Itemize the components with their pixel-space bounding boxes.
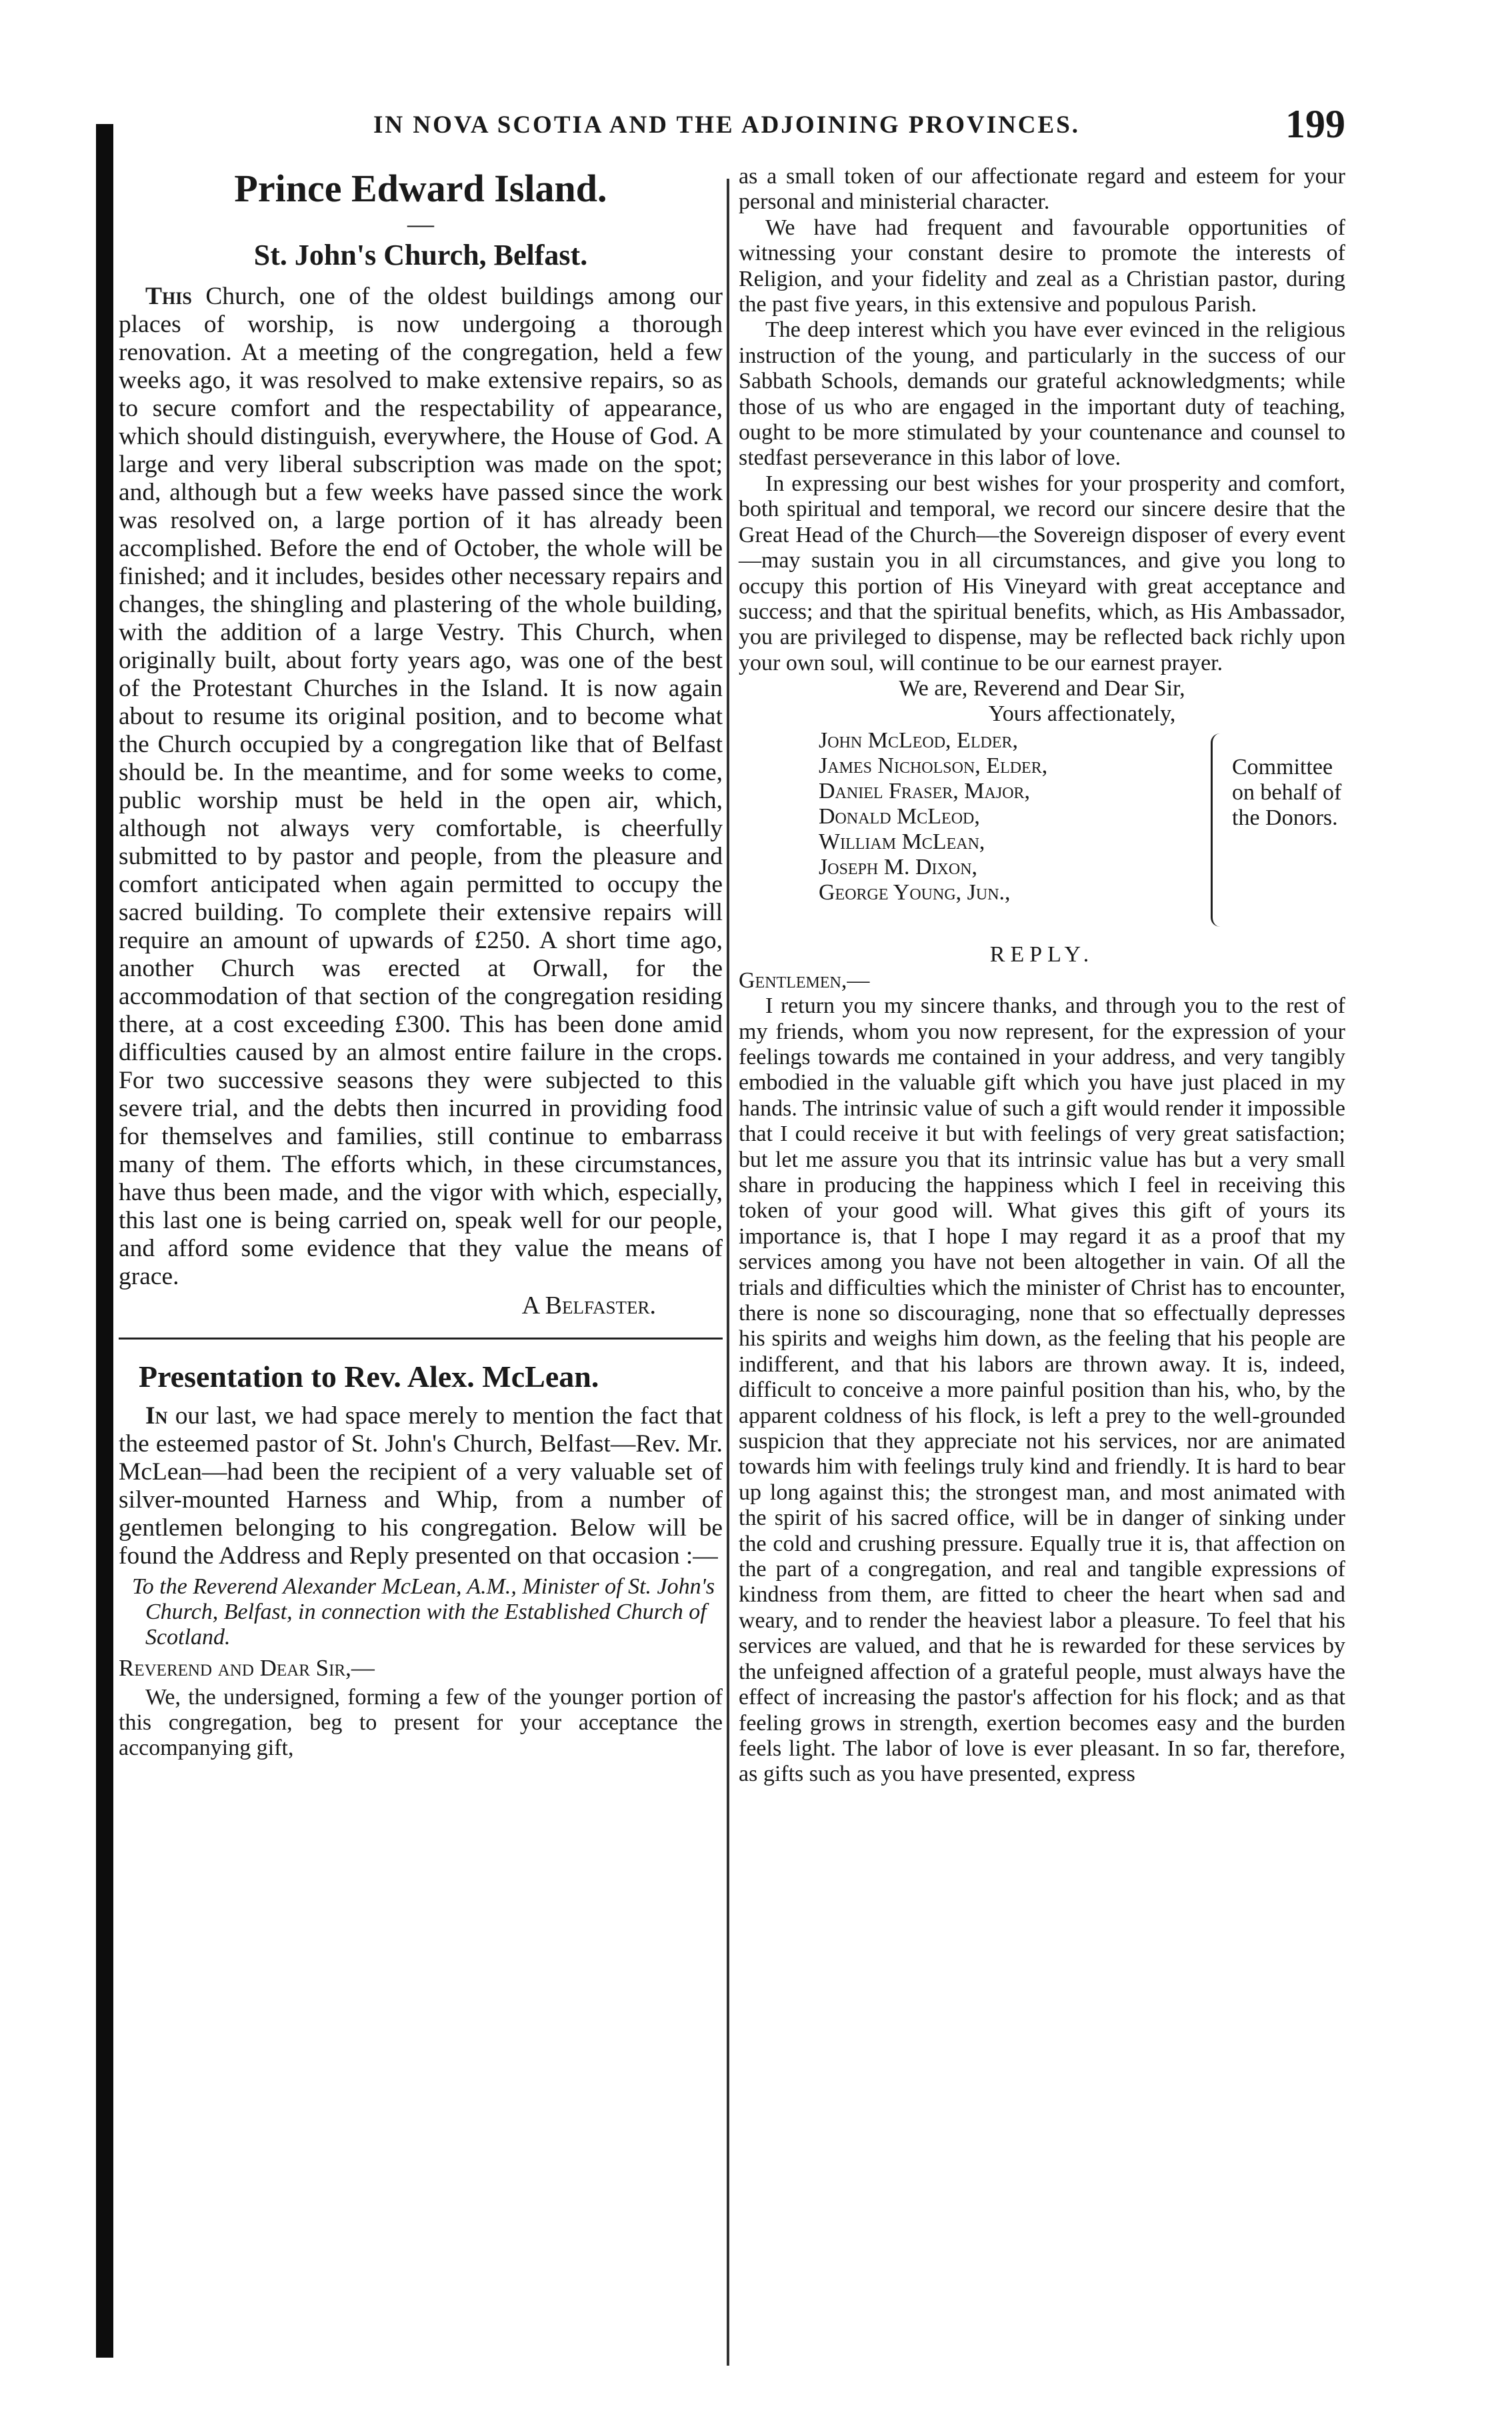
address-paragraph: We, the undersigned, forming a few of the younger portion of this congregation, beg to present for your acceptance the accompanying gift, — [119, 1685, 723, 1760]
column-divider — [727, 179, 729, 2366]
address-paragraph: The deep interest which you have ever evinced in the religious instruction of the young, and particularly in the success of our Sabbath Schools, demands our grateful acknowledgments; while those of us who are engaged in the important duty of teaching, ought to be more stimulated by your countenance and counsel to stedfast perseverance in this labor of love. — [739, 317, 1345, 471]
article-body: Church, one of the oldest buildings among our places of worship, is now undergoing a thorough renovation. At a meeting of the congregation, held a few weeks ago, it was resolved to make extensive repairs, so as to secure comfort and the respectability of appearance, which should distinguish, everywhere, the House of God. A large and very liberal subscription was made on the spot; and, although but a few weeks have passed since the work was resolved on, a large portion of it has already been accomplished. Before the end of October, the whole will be finished; and it includes, besides other necessary repairs and changes, the shingling and plastering of the whole building, with the addition of a large Vestry. This Church, when originally built, about forty years ago, was one of the best of the Protestant Churches in the Island. It is now again about to resume its original position, and to become what the Church occupied by a congregation like that of Belfast should be. In the meantime, and for some weeks to come, public worship must be held in the open air, which, although not always very comfortable, is cheerfully submitted to by pastor and people, from the pleasure and comfort anticipated when again permitted to occupy the sacred building. To complete their extensive repairs will require an amount of upwards of £250. A short time ago, another Church was erected at Orwall, for the accommodation of that section of the congregation residing there, at a cost exceeding £300. This has been done amid difficulties caused by an almost entire failure in the crops. For two successive seasons they were subjected to this severe trial, and the debts then incurred in providing food for themselves and families, still continue to embarrass many of them. The efforts which, in these circumstances, have thus been made, and the vigor with which, especially, this last one is being carried on, speak well for our people, and afford some evidence that they value the means of grace. — [119, 283, 723, 1290]
reply-heading: REPLY. — [989, 942, 1095, 967]
committee-line: Committee — [1232, 755, 1333, 780]
section-title: Prince Edward Island. — [234, 167, 607, 210]
signer-name: Donald McLeod, — [819, 804, 980, 829]
reply-salutation: Gentlemen,— — [739, 968, 870, 993]
title-dash: — — [407, 209, 434, 239]
running-head: IN NOVA SCOTIA AND THE ADJOINING PROVINCES. — [373, 111, 1081, 139]
address-paragraph: In expressing our best wishes for your prosperity and comfort, both spiritual and temporal, we record our sincere desire that the Great Head of the Church—the Sovereign disposer of every event—may sustain you in all circumstances, and give you long to occupy this portion of His Vineyard with great acceptance and success; and that the spiritual benefits, which, as His Ambassador, you are privileged to dispense, may be reflected back richly upon your own soul, will continue to be our earnest prayer. — [739, 471, 1345, 675]
presentation-paragraph — [119, 1402, 723, 1570]
signers-block — [819, 728, 1345, 941]
page-number: 199 — [1285, 102, 1345, 146]
closing-line: We are, Reverend and Dear Sir, — [899, 676, 1185, 701]
signer-name: William McLean, — [819, 829, 985, 855]
article-signature: A Belfaster. — [521, 1292, 656, 1320]
address-paragraph: We have had frequent and favourable opportunities of witnessing your constant desire to promote the interests of Religion, and your fidelity and zeal as a Christian pastor, during the past five years, in this extensive and populous Parish. — [739, 215, 1345, 317]
section-rule — [119, 1338, 723, 1340]
article-subtitle: St. John's Church, Belfast. — [253, 239, 588, 271]
committee-line: on behalf of — [1232, 780, 1342, 805]
opening-word: This — [145, 283, 192, 310]
signer-name: Daniel Fraser, Major, — [819, 779, 1031, 804]
article-paragraph — [119, 283, 723, 1291]
opening-word: In — [145, 1402, 168, 1430]
presentation-body: our last, we had space merely to mention the fact that the esteemed pastor of St. John's Church, Belfast—Rev. Mr. McLean—had been the recipient of a very valuable set of silver-mounted Harness and Whip, from a number of gentlemen belonging to his congregation. Below will be found the Address and Reply presented on that occasion :— — [119, 1402, 723, 1570]
salutation: Reverend and Dear Sir,— — [119, 1655, 375, 1681]
address-paragraph-continued: as a small token of our affectionate regard and esteem for your personal and ministerial character. — [739, 164, 1345, 215]
section-title-presentation: Presentation to Rev. Alex. McLean. — [139, 1360, 599, 1394]
committee-note — [1232, 755, 1341, 831]
binding-shadow — [96, 124, 113, 2358]
right-column — [739, 164, 1345, 1788]
brace — [1211, 733, 1229, 927]
address-recipient: To the Reverend Alexander McLean, A.M., Minister of St. John's Church, Belfast, in connection with the Established Church of Scotland. — [132, 1574, 715, 1650]
committee-line: the Donors. — [1232, 805, 1338, 831]
signer-name: George Young, Jun., — [819, 880, 1011, 905]
reply-paragraph: I return you my sincere thanks, and through you to the rest of my friends, whom you now represent, for the expression of your feelings towards me contained in your address, and very tangibly embodied in the valuable gift which you have just placed in my hands. The intrinsic value of such a gift would render it impossible that I could receive it but with feelings of very great satisfaction; but let me assure you that its intrinsic value has but a very small share in producing the happiness which I feel in receiving this token of your good will. What gives this gift of yours its importance is, that I hope I may regard it as a proof that my services among you have not been altogether in vain. Of all the trials and difficulties which the minister of Christ has to encounter, there is none so discouraging, none that so effectually depresses his spirits and weighs him down, as the feeling that his people are indifferent, and that his labors are thrown away. It is, indeed, difficult to conceive a more painful position than his, who, by the apparent coldness of his flock, is left a prey to the well-grounded suspicion that they appreciate not his services, nor are animated towards him with feelings truly kind and friendly. It is hard to bear up long against this; the strongest man, and most animated with the spirit of his sacred office, will be in danger of sinking under the cold and crushing pressure. Equally true it is, that affection on the part of a congregation, and real and tangible expressions of kindness from them, are fitted to cheer the heart when sad and weary, and to render the heaviest labor a pleasure. To feel that his services are valued, and that he is rewarded for these services by the unfeigned affection of a grateful people, must always have the effect of increasing the pastor's affection for his flock; and as that feeling grows in strength, exertion becomes easy and the burden feels light. The labor of love is ever pleasant. In so far, therefore, as gifts such as you have presented, express — [739, 993, 1345, 1787]
left-column — [119, 164, 723, 1761]
signer-name: John McLeod, Elder, — [819, 728, 1018, 753]
signer-name: Joseph M. Dixon, — [819, 855, 978, 880]
closing-line: Yours affectionately, — [988, 701, 1176, 727]
signer-name: James Nicholson, Elder, — [819, 753, 1048, 779]
